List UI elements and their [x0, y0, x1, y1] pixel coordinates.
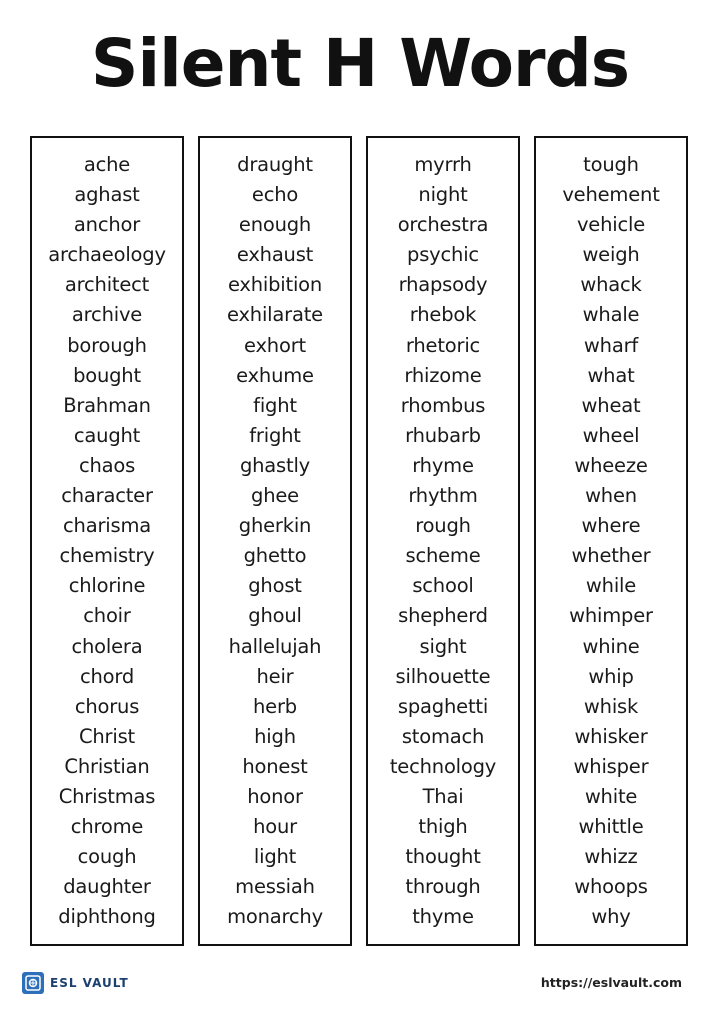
word-item: thought: [405, 845, 481, 869]
word-item: rhyme: [412, 453, 474, 477]
word-item: vehement: [562, 183, 660, 207]
word-item: draught: [237, 153, 313, 176]
word-item: aghast: [74, 183, 140, 207]
word-item: bought: [73, 363, 141, 387]
word-item: where: [581, 514, 641, 538]
word-item: sight: [419, 634, 467, 658]
word-item: chemistry: [59, 544, 155, 568]
word-item: fight: [253, 393, 297, 417]
word-item: Brahman: [63, 393, 151, 417]
word-item: exhort: [244, 333, 306, 357]
word-item: archaeology: [48, 243, 166, 267]
word-item: psychic: [407, 243, 479, 267]
word-item: ghee: [251, 484, 299, 508]
word-item: spaghetti: [397, 694, 489, 718]
word-item: chorus: [74, 694, 140, 718]
word-item: thyme: [412, 905, 474, 929]
word-item: echo: [251, 183, 299, 207]
word-item: exhilarate: [227, 303, 323, 327]
word-item: choir: [83, 604, 131, 628]
word-item: ache: [83, 153, 131, 176]
word-item: rhythm: [408, 484, 478, 508]
word-item: exhaust: [236, 243, 314, 267]
word-item: hour: [253, 815, 297, 839]
word-item: heir: [256, 664, 294, 688]
page-title: Silent H Words: [90, 25, 630, 102]
word-item: architect: [64, 273, 150, 297]
word-column-2: [198, 136, 352, 946]
word-item: Christmas: [58, 784, 156, 808]
word-item: whizz: [584, 845, 638, 869]
word-item: rhetoric: [405, 333, 481, 357]
word-item: whoops: [574, 875, 648, 899]
word-item: gherkin: [238, 514, 312, 538]
word-item: whine: [582, 634, 640, 658]
word-item: whale: [582, 303, 640, 327]
word-list: [200, 150, 350, 932]
brand-name: ESL VAULT: [50, 976, 129, 990]
word-item: while: [585, 574, 637, 598]
word-item: caught: [73, 423, 141, 447]
word-item: ghost: [248, 574, 302, 598]
word-item: rhizome: [404, 363, 482, 387]
word-item: tough: [583, 153, 639, 176]
vault-logo-icon: [22, 972, 44, 994]
word-item: exhibition: [227, 273, 323, 297]
word-item: cough: [77, 845, 137, 869]
word-item: ghetto: [243, 544, 307, 568]
word-item: rhebok: [409, 303, 477, 327]
word-item: messiah: [235, 875, 315, 899]
word-item: wheeze: [574, 453, 648, 477]
word-item: anchor: [73, 213, 141, 237]
word-item: silhouette: [395, 664, 491, 688]
word-item: borough: [67, 333, 147, 357]
word-item: whimper: [569, 604, 653, 628]
word-column-3: [366, 136, 520, 946]
word-item: archive: [71, 303, 143, 327]
word-item: chrome: [70, 815, 144, 839]
word-item: whisper: [573, 754, 649, 778]
word-item: wheel: [582, 423, 640, 447]
word-item: shepherd: [398, 604, 488, 628]
word-item: whisk: [583, 694, 639, 718]
word-item: chaos: [78, 453, 136, 477]
word-item: whisker: [574, 724, 648, 748]
word-item: enough: [238, 213, 312, 237]
word-item: honor: [247, 784, 303, 808]
word-item: myrrh: [414, 153, 472, 176]
word-item: herb: [253, 694, 297, 718]
word-item: monarchy: [227, 905, 323, 929]
word-item: Christian: [64, 754, 150, 778]
word-list: [536, 150, 686, 932]
word-item: stomach: [401, 724, 485, 748]
word-item: daughter: [63, 875, 151, 899]
word-item: Christ: [78, 724, 135, 748]
word-item: whether: [571, 544, 651, 568]
word-list: [368, 150, 518, 932]
word-item: whip: [588, 664, 634, 688]
word-item: exhume: [236, 363, 314, 387]
word-item: through: [405, 875, 481, 899]
word-item: night: [418, 183, 468, 207]
word-item: whittle: [578, 815, 644, 839]
word-item: scheme: [405, 544, 481, 568]
word-item: cholera: [71, 634, 143, 658]
word-columns: [30, 136, 692, 948]
word-item: hallelujah: [228, 634, 322, 658]
word-item: fright: [249, 423, 301, 447]
word-item: charisma: [63, 514, 151, 538]
word-item: white: [584, 784, 638, 808]
word-item: chlorine: [68, 574, 146, 598]
word-item: whack: [580, 273, 642, 297]
word-item: weigh: [582, 243, 640, 267]
word-item: why: [591, 905, 631, 929]
word-list: [32, 150, 182, 932]
word-item: diphthong: [58, 905, 156, 929]
word-column-4: [534, 136, 688, 946]
word-item: wharf: [583, 333, 639, 357]
word-item: chord: [79, 664, 135, 688]
word-item: rhapsody: [398, 273, 488, 297]
footer-brand[interactable]: [22, 968, 129, 998]
word-item: character: [61, 484, 153, 508]
word-item: vehicle: [576, 213, 646, 237]
word-item: school: [412, 574, 474, 598]
word-item: when: [585, 484, 637, 508]
word-item: orchestra: [397, 213, 489, 237]
word-item: high: [254, 724, 296, 748]
word-item: rhombus: [400, 393, 486, 417]
word-item: what: [587, 363, 635, 387]
word-item: technology: [389, 754, 497, 778]
word-item: honest: [242, 754, 308, 778]
word-item: thigh: [418, 815, 468, 839]
word-item: ghastly: [239, 453, 311, 477]
word-item: rough: [415, 514, 471, 538]
word-item: wheat: [581, 393, 641, 417]
word-item: Thai: [422, 784, 464, 808]
word-item: light: [253, 845, 297, 869]
word-item: rhubarb: [405, 423, 481, 447]
word-column-1: [30, 136, 184, 946]
site-url-link[interactable]: https://eslvault.com: [540, 975, 682, 990]
word-item: ghoul: [248, 604, 302, 628]
